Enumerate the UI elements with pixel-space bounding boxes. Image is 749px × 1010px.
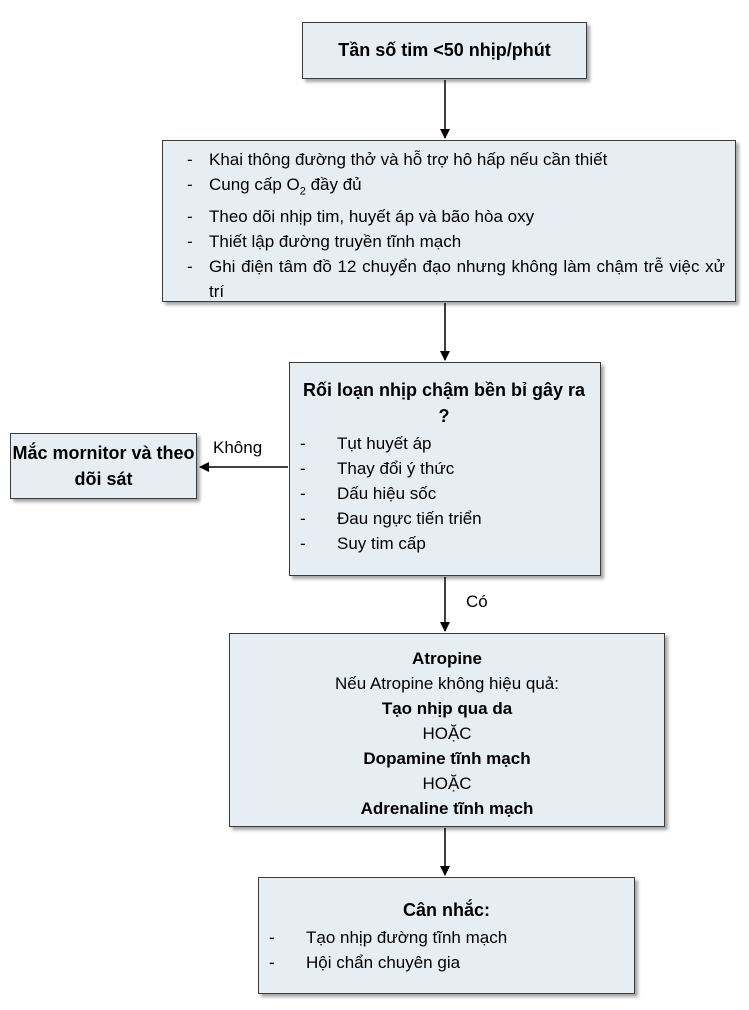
care-item-airway: - Khai thông đường thở và hỗ trợ hô hấp nếu cần thiết [187,147,725,172]
care-item-iv-access: - Thiết lập đường truyền tĩnh mạch [187,229,725,254]
treatment-box [229,633,665,827]
start-title: Tần số tim <50 nhịp/phút [338,40,551,60]
decision-item-heart-failure: - Suy tim cấp [300,531,588,556]
decision-title: Rối loạn nhịp chậm bền bỉ gây ra ? [302,380,586,426]
decision-box [289,362,601,576]
yes-label: Có [466,592,488,611]
treatment-or-2: HOẶC [422,774,472,793]
consider-item-transvenous-pacing: - Tạo nhịp đường tĩnh mạch [269,925,624,950]
decision-item-hypotension: - Tụt huyết áp [300,431,588,456]
decision-item-shock: - Dấu hiệu sốc [300,481,588,506]
monitor-text: Mắc mornitor và theo dõi sát [12,443,195,489]
consider-box [258,877,635,994]
consider-item-consult: - Hội chẩn chuyên gia [269,950,624,975]
decision-item-chest-pain: - Đau ngực tiến triển [300,506,588,531]
start-box [302,22,587,79]
treatment-dopamine: Dopamine tĩnh mạch [363,749,531,768]
treatment-adrenaline: Adrenaline tĩnh mạch [360,799,534,818]
initial-care-box [162,140,736,302]
no-label: Không [213,438,263,457]
treatment-or-1: HOẶC [422,724,472,743]
treatment-if-fail: Nếu Atropine không hiệu quả: [334,674,559,693]
monitor-box [10,433,197,499]
care-item-oxygen: - Cung cấp $O_2$ đầy đủ [187,172,725,204]
care-item-ecg: - Ghi điện tâm đồ 12 chuyển đạo nhưng không làm chậm trễ việc xử trí [187,254,725,304]
decision-item-consciousness: - Thay đổi ý thức [300,456,588,481]
treatment-transcutaneous-pacing: Tạo nhịp qua da [381,699,513,718]
care-item-monitoring: - Theo dõi nhịp tim, huyết áp và bão hòa oxy [187,204,725,229]
treatment-atropine: Atropine [412,649,482,668]
consider-title: Cân nhắc: [402,900,490,920]
